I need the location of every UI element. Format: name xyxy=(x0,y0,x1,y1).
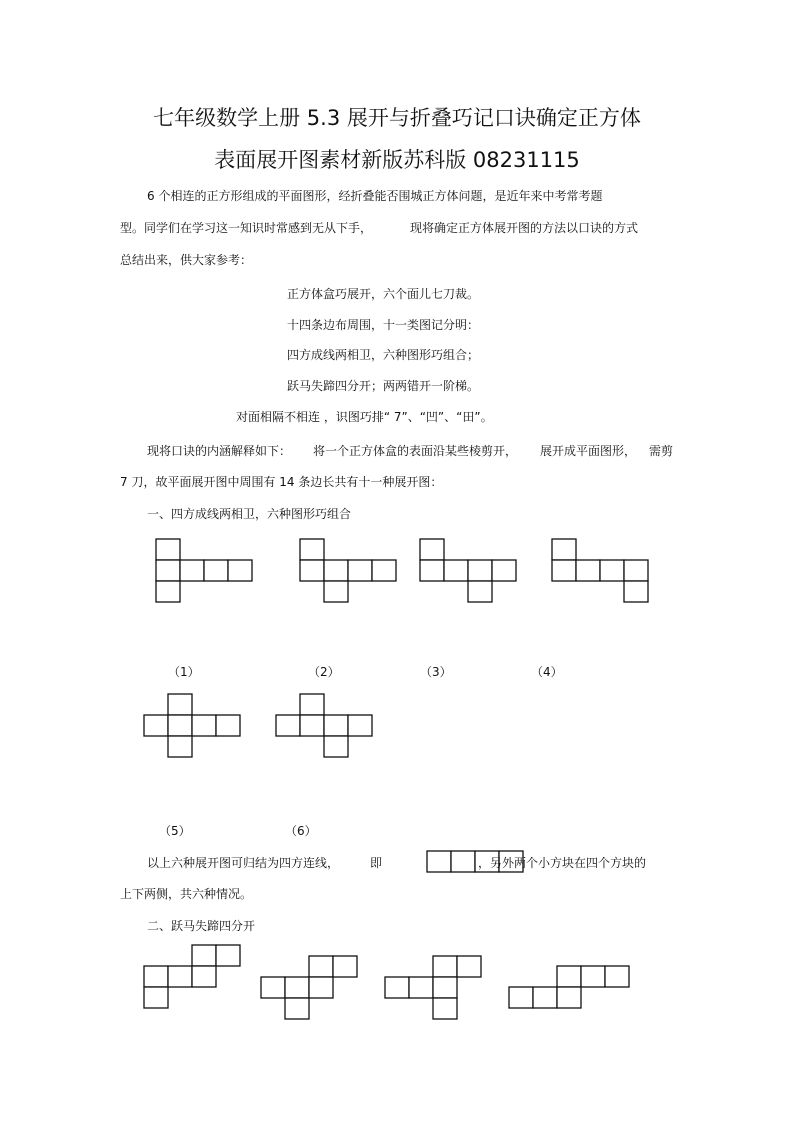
section1-heading: 一、四方成线两相卫，六种图形巧组合 xyxy=(147,507,352,521)
cube-net-5 xyxy=(143,693,241,759)
net-label-4: （4） xyxy=(531,665,563,679)
explain-line-1a: 现将口诀的内涵解释如下： xyxy=(147,444,292,458)
verse-line-2: 十四条边布周围，十一类图记分明： xyxy=(287,318,480,332)
verse-line-3: 四方成线两相卫，六种图形巧组合； xyxy=(287,348,480,362)
explain-line-1d: 需剪 xyxy=(649,444,674,458)
cube-net-2 xyxy=(299,538,397,604)
title-line-1: 七年级数学上册 5.3 展开与折叠巧记口诀确定正方体 xyxy=(153,106,641,130)
cube-net-9 xyxy=(384,955,482,1021)
cube-net-6 xyxy=(275,693,373,759)
verse-line-4: 跃马失蹄四分开；两两错开一阶梯。 xyxy=(287,379,480,393)
explain-line-2: 7 刀，故平面展开图中周围有 14 条边长共有十一种展开图： xyxy=(120,475,443,489)
cube-net-3 xyxy=(419,538,517,604)
verse-line-1: 正方体盒巧展开，六个面儿七刀裁。 xyxy=(287,287,480,301)
summary-line-1b: 即 xyxy=(370,856,383,870)
verse-line-5: 对面相隔不相连 ，识图巧排“ 7”、“凹”、“田”。 xyxy=(236,410,493,424)
summary-line-2: 上下两侧，共六种情况。 xyxy=(120,887,253,901)
section2-heading: 二、跃马失蹄四分开 xyxy=(147,919,256,933)
cube-net-1 xyxy=(155,538,253,604)
intro-line-1: 6 个相连的正方形组成的平面图形，经折叠能否围城正方体问题，是近年来中考常考题 xyxy=(147,189,603,203)
cube-net-4 xyxy=(551,538,649,604)
summary-line-1a: 以上六种展开图可归结为四方连线， xyxy=(147,856,340,870)
cube-net-7 xyxy=(143,944,241,1010)
net-label-2: （2） xyxy=(308,665,340,679)
net-label-1: （1） xyxy=(168,665,200,679)
explain-line-1c: 展开成平面图形， xyxy=(540,444,637,458)
intro-line-2b: 现将确定正方体展开图的方法以口诀的方式 xyxy=(410,221,639,235)
net-label-6: （6） xyxy=(285,824,317,838)
title-line-2: 表面展开图素材新版苏科版 08231115 xyxy=(214,148,580,172)
net-label-5: （5） xyxy=(159,824,191,838)
cube-net-10 xyxy=(508,965,630,1010)
explain-line-1b: 将一个正方体盒的表面沿某些棱剪开， xyxy=(313,444,518,458)
intro-line-2a: 型。同学们在学习这一知识时常感到无从下手， xyxy=(120,221,373,235)
intro-line-3: 总结出来，供大家参考： xyxy=(120,253,253,267)
net-label-3: （3） xyxy=(420,665,452,679)
summary-line-1c: ，另外两个小方块在四个方块的 xyxy=(478,856,647,870)
cube-net-8 xyxy=(260,955,358,1021)
